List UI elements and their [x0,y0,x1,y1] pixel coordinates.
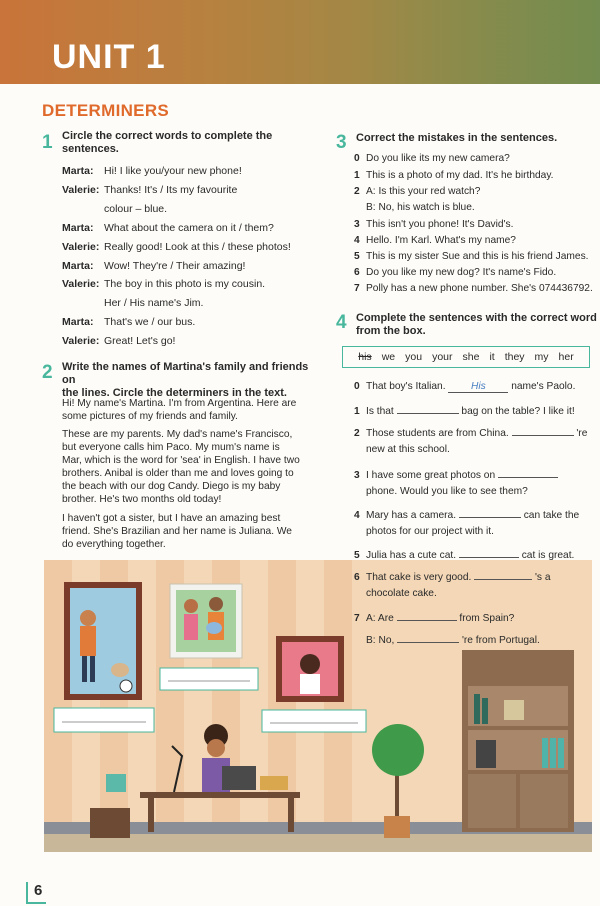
item-text-after: 're [573,428,588,439]
answer-blank[interactable] [397,609,457,621]
item-text: Hello. I'm Karl. What's my name? [366,235,516,246]
item-text: This isn't you phone! It's David's. [366,219,514,230]
word-box-word: my [534,351,549,363]
dialogue-text: Wow! They're / Their amazing! [104,260,246,272]
speaker-label: Valerie: [62,335,100,347]
item-number: 1 [354,170,360,181]
item-number: 6 [354,572,360,583]
item-number: 7 [354,283,360,294]
item-text-after: 're from Portugal. [459,635,540,646]
word-box-word: we [381,351,396,363]
exercise-2-paragraph-3: I haven't got a sister, but I have an amazing best friend. She's Brazilian and her name is Juliana. We do everything together. [62,513,292,550]
sentence-item [354,186,480,197]
item-text-before: photos for our project with it. [366,526,494,537]
item-text-before: Those students are from China. [366,428,512,439]
sentence-item [354,202,475,213]
item-text: A: Is this your red watch? [366,186,481,197]
speaker-label: Marta: [62,165,94,177]
item-text: B: No, his watch is blue. [366,202,475,213]
exercise-3-number: 3 [336,132,347,153]
item-number: 6 [354,267,360,278]
item-number: 2 [354,186,360,197]
dialogue-text: colour – blue. [104,203,168,215]
dialogue-line [62,297,204,309]
item-text-after: cat is great. [518,550,575,561]
section-title: DETERMINERS [42,101,170,120]
dialogue-line [62,316,196,328]
completion-item [354,588,437,599]
item-text-before: Julia has a cute cat. [366,550,459,561]
item-text: This is a photo of my dad. It's he birthday. [366,170,554,181]
label-line-2 [54,708,154,732]
sentence-item [354,219,513,230]
answer-blank[interactable] [397,631,459,643]
speaker-label: Valerie: [62,241,100,253]
item-text-before: new at this school. [366,444,450,455]
sentence-item [354,235,516,246]
dialogue-line [62,335,176,347]
answer-blank[interactable] [459,506,521,518]
item-number: 5 [354,550,360,561]
item-text-before: That cake is very good. [366,572,475,583]
page-number: 6 [26,882,46,904]
completion-item [354,466,558,481]
item-number: 3 [354,470,360,481]
answer-blank[interactable] [397,402,459,414]
word-box-word: you [405,351,423,363]
completion-item [354,609,514,624]
item-text-after: can take the [520,510,580,521]
item-number: 3 [354,219,360,230]
item-number: 0 [354,153,360,164]
dialogue-line [62,241,291,253]
item-number: 1 [354,406,360,417]
completion-item [354,402,575,417]
speaker-label: Valerie: [62,278,100,290]
completion-item [354,486,528,497]
item-text-before: Mary has a camera. [366,510,459,521]
completion-item [354,568,551,583]
completion-item [354,506,579,521]
item-text: This is my sister Sue and this is his friend James. [366,251,589,262]
dialogue-line [62,203,168,215]
sentence-item [354,170,554,181]
answer-blank[interactable]: His [448,381,508,393]
speaker-label: Marta: [62,316,94,328]
word-box-word: your [432,351,453,363]
item-text: Do you like my new dog? It's name's Fido. [366,267,557,278]
dialogue-text: Her / His name's Jim. [104,297,204,309]
exercise-4-title: Complete the sentences with the correct word from the box. [356,312,597,337]
speaker-label: Marta: [62,260,94,272]
item-text-after: from Spain? [456,613,515,624]
exercise-2-title: Write the names of Martina's family and friends on the lines. Circle the determiners in the text. [62,361,309,399]
dialogue-line [62,222,274,234]
item-number: 5 [354,251,360,262]
dialogue-line [62,260,246,272]
sentence-item [354,283,593,294]
item-number: 2 [354,428,360,439]
speaker-label: Marta: [62,222,94,234]
completion-item [354,546,574,561]
exercise-4-number: 4 [336,312,347,333]
word-box-word: she [462,351,480,363]
completion-item [354,526,494,537]
item-text: Do you like its my new camera? [366,153,510,164]
item-text: Polly has a new phone number. She's 074436792. [366,283,593,294]
dialogue-text: What about the camera on it / them? [104,222,274,234]
unit-title: UNIT 1 [52,38,166,76]
word-box-word: they [504,351,525,363]
word-box [342,346,590,368]
completion-item [354,381,575,393]
exercise-2-number: 2 [42,362,53,383]
answer-blank[interactable] [459,546,519,558]
item-number: 4 [354,510,360,521]
word-box-word: her [558,351,574,363]
answer-blank[interactable] [512,424,574,436]
sentence-item [354,267,556,278]
exercise-1-title: Circle the correct words to complete the sentences. [62,130,273,155]
sentence-item [354,251,589,262]
item-number: 7 [354,613,360,624]
item-text-before: A: Are [366,613,397,624]
exercise-2-paragraph-2: These are my parents. My dad's name's Francisco, but everyone calls him Paco. My mum's name is Mar, which is the word for 'sea' in English. I have two brothers. Anibal is older than me and loves going to the beach with our dog Candy. Diego is my baby brother. He's two months old today! [62,429,300,505]
item-text-after: name's Paolo. [508,381,576,392]
exercise-2-paragraph-1: Hi! My name's Martina. I'm from Argentina. Here are some pictures of my friends and family. [62,398,297,422]
dialogue-line [62,165,242,177]
dialogue-text: The boy in this photo is my cousin. [104,278,266,290]
word-box-word: it [489,351,495,363]
item-text-before: That boy's Italian. [366,381,449,392]
label-line-1 [160,668,258,690]
dialogue-text: That's we / our bus. [104,316,196,328]
item-text-before: B: No, [366,635,398,646]
family-room-illustration [44,560,592,852]
completion-item [354,424,587,439]
completion-item [354,631,540,646]
dialogue-line [62,184,238,196]
item-text-before: I have some great photos on [366,470,498,481]
item-number: 4 [354,235,360,246]
exercise-3-title: Correct the mistakes in the sentences. [356,132,558,144]
item-text-before: Is that [366,406,397,417]
dialogue-text: Great! Let's go! [104,335,176,347]
label-line-3 [262,710,366,732]
sentence-item [354,153,510,164]
dialogue-line [62,278,266,290]
answer-blank[interactable] [498,466,558,478]
dialogue-text: Really good! Look at this / these photos! [104,241,291,253]
word-box-word: his [358,351,372,363]
completion-item [354,444,450,455]
exercise-1-number: 1 [42,132,53,153]
item-text-after: bag on the table? I like it! [458,406,575,417]
item-text-after: 's a [532,572,551,583]
dialogue-text: Thanks! It's / Its my favourite [104,184,238,196]
item-text-before: chocolate cake. [366,588,437,599]
item-number: 0 [354,381,360,392]
answer-blank[interactable] [474,568,532,580]
dialogue-text: Hi! I like you/your new phone! [104,165,242,177]
speaker-label: Valerie: [62,184,100,196]
item-text-before: phone. Would you like to see them? [366,486,528,497]
